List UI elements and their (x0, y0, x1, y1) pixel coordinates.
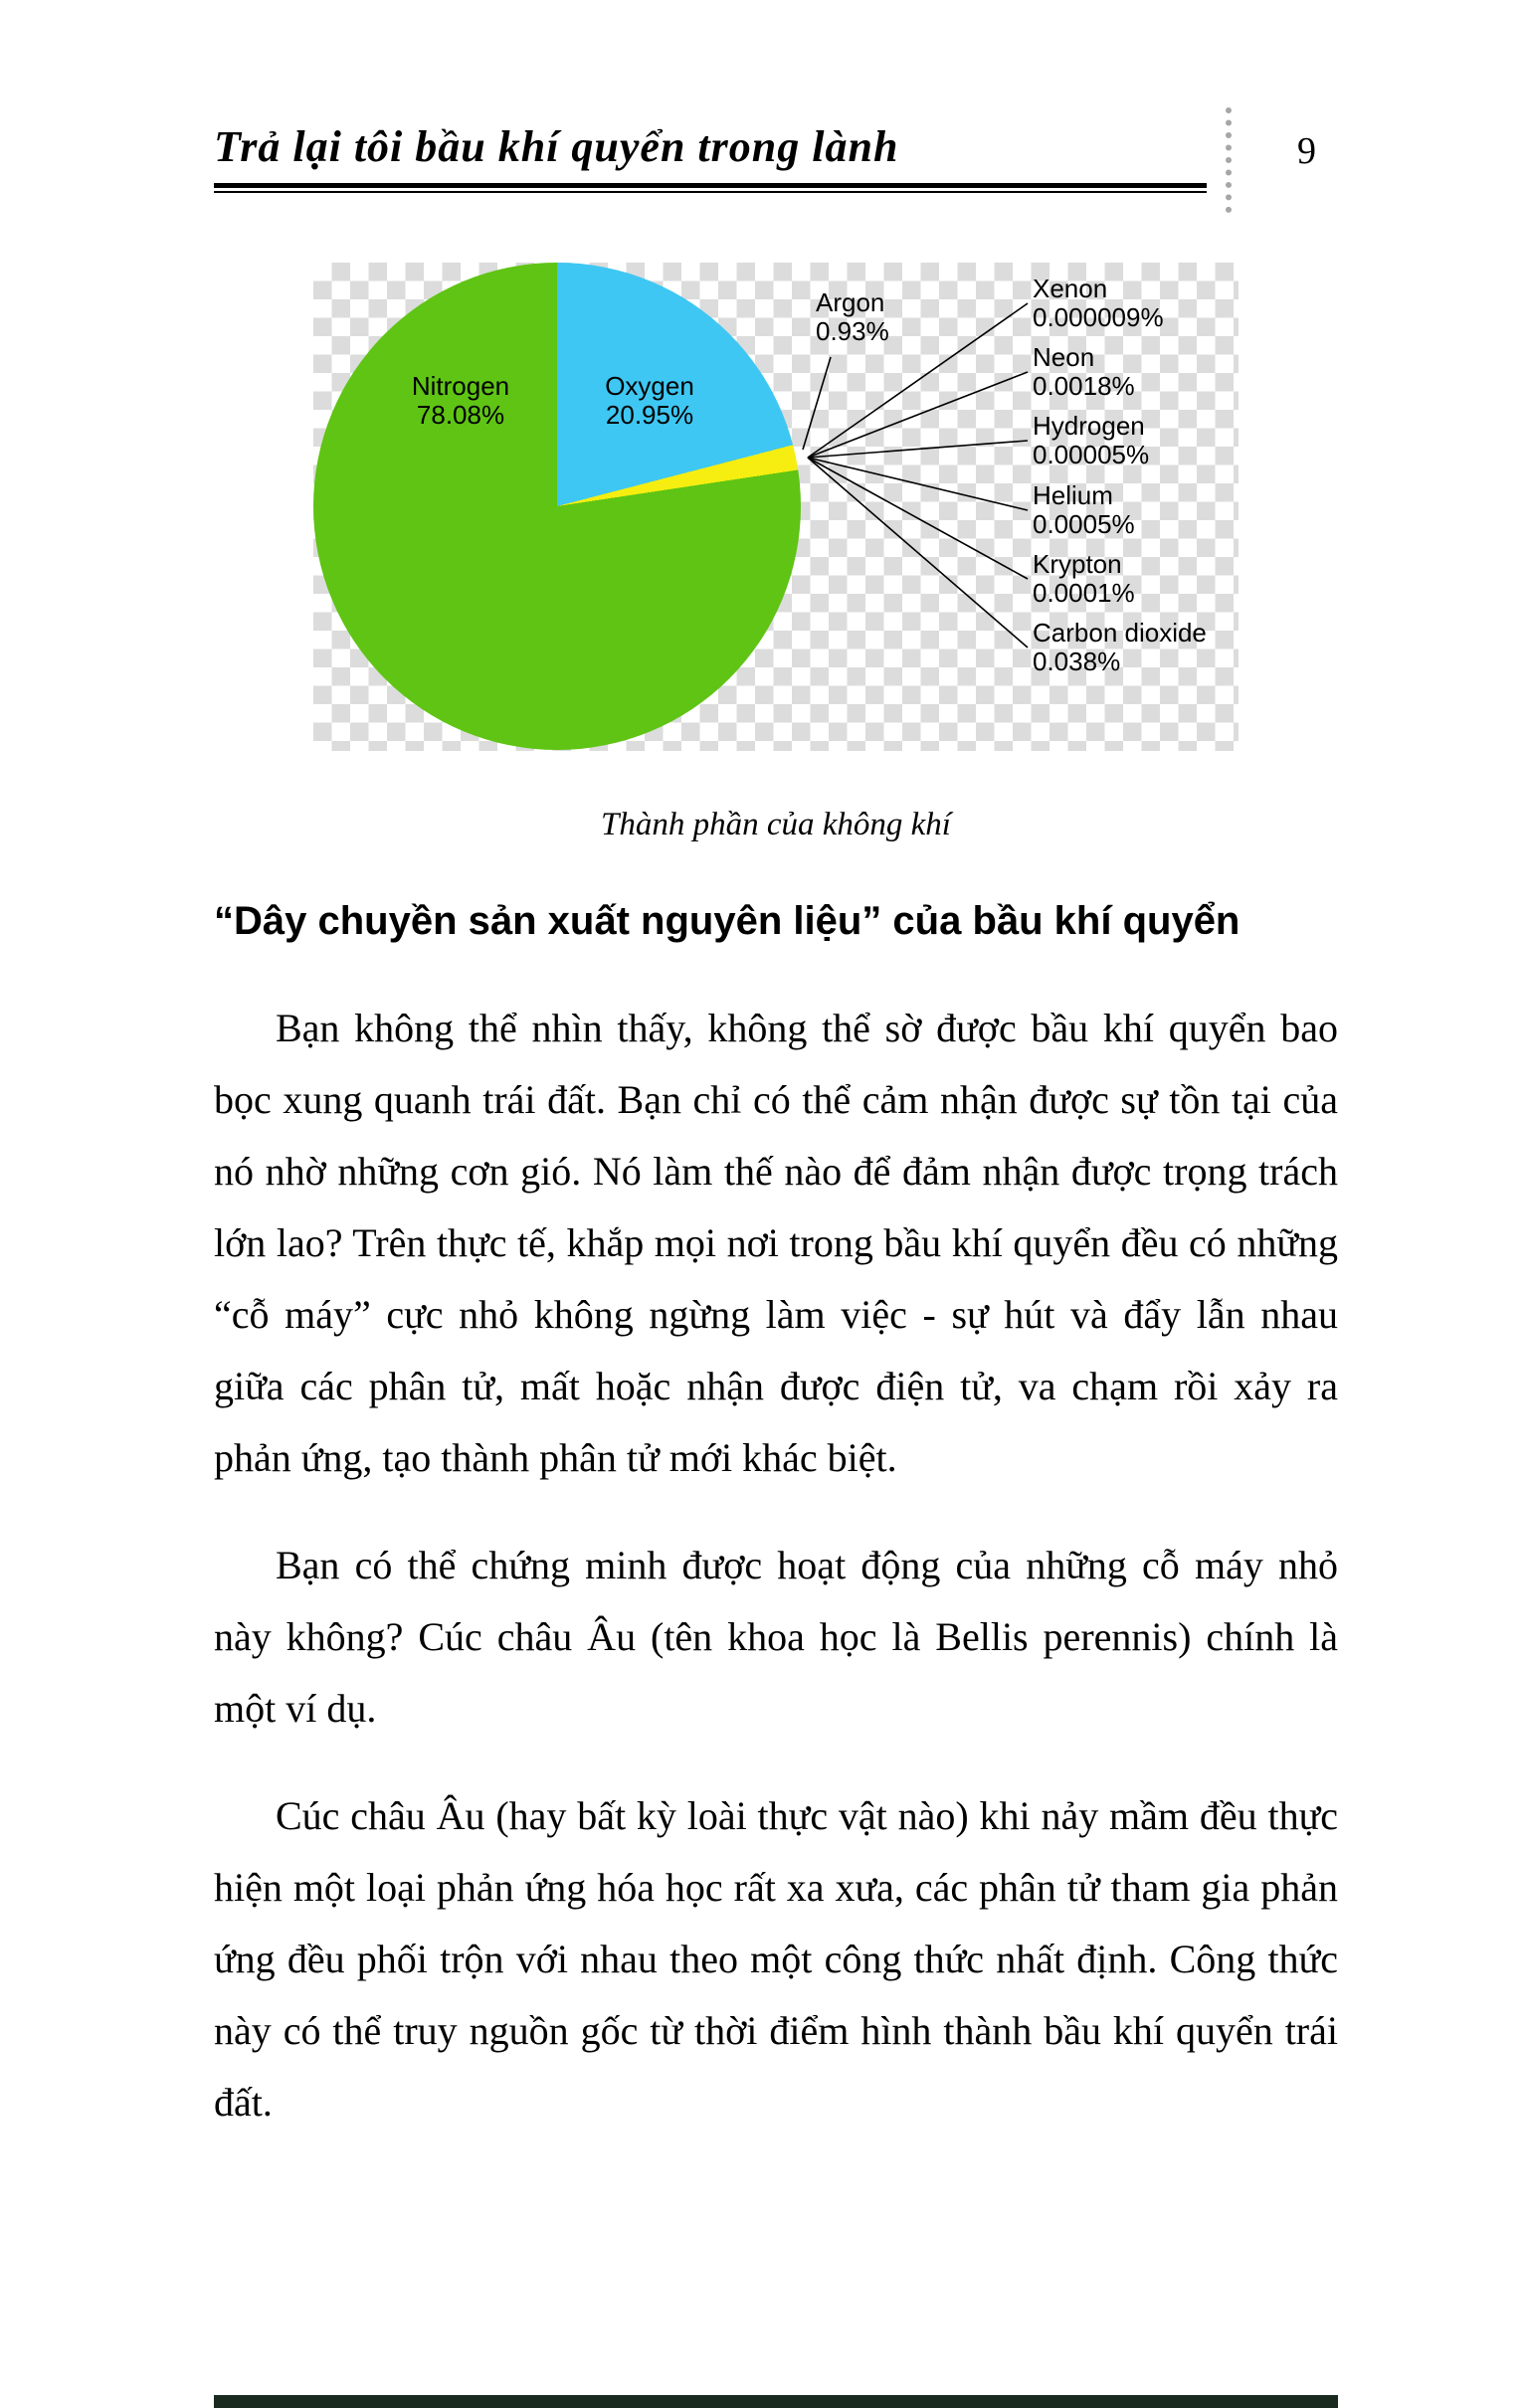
air-composition-figure (313, 263, 1239, 843)
slice-label-xenon (1033, 275, 1164, 332)
leader-line-hydrogen (808, 441, 1028, 458)
leader-line-krypton (808, 458, 1028, 579)
slice-name: Krypton (1033, 549, 1122, 579)
slice-name: Xenon (1033, 274, 1108, 303)
slice-value: 0.0018% (1033, 371, 1135, 401)
slice-name: Hydrogen (1033, 411, 1145, 441)
figure-caption: Thành phần của không khí (601, 807, 951, 842)
body-paragraph: Cúc châu Âu (hay bất kỳ loài thực vật nào) khi nảy mầm đều thực hiện một loại phản ứng hóa học rất xa xưa, các phân tử tham gia phản ứng đều phối trộn với nhau theo một công thức nhất định. Công thức này có thể truy nguồn gốc từ thời điểm hình thành bầu khí quyển trái đất. (214, 1793, 1338, 2125)
slice-label-argon (816, 288, 889, 346)
slice-label-carbon-dioxide (1033, 619, 1207, 676)
body-paragraph: Bạn không thể nhìn thấy, không thể sờ được bầu khí quyển bao bọc xung quanh trái đất. Bạn chỉ có thể cảm nhận được sự tồn tại của nó nhờ những cơn gió. Nó làm thế nào để đảm nhận được trọng trách lớn lao? Trên thực tế, khắp mọi nơi trong bầu khí quyển đều có những “cỗ máy” cực nhỏ không ngừng làm việc - sự hút và đẩy lẫn nhau giữa các phân tử, mất hoặc nhận được điện tử, va chạm rồi xảy ra phản ứng, tạo thành phân tử mới khác biệt. (214, 1006, 1338, 1480)
slice-name: Argon (816, 287, 885, 317)
slice-label-helium (1033, 481, 1135, 539)
slice-name: Neon (1033, 342, 1095, 372)
page-number: 9 (1297, 130, 1316, 172)
slice-name: Oxygen (605, 371, 694, 401)
slice-label-nitrogen (379, 372, 542, 430)
header-rule (214, 183, 1207, 193)
page-bottom-band (214, 2395, 1338, 2408)
page-body (214, 895, 1338, 2174)
slice-label-oxygen (568, 372, 731, 430)
slice-label-neon (1033, 343, 1135, 401)
header-rule-thick (214, 183, 1207, 188)
leader-line-carbon-dioxide (808, 458, 1028, 648)
section-heading: “Dây chuyền sản xuất nguyên liệu” của bầu khí quyển (214, 899, 1241, 943)
pie-chart (313, 263, 1239, 751)
dotted-divider (1226, 107, 1232, 213)
slice-value: 0.00005% (1033, 440, 1150, 469)
slice-value: 0.000009% (1033, 302, 1164, 332)
slice-value: 0.93% (816, 316, 889, 346)
slice-name: Carbon dioxide (1033, 618, 1207, 648)
leader-line-argon (803, 357, 831, 450)
header-title: Trả lại tôi bầu khí quyển trong lành (214, 122, 899, 171)
body-paragraph: Bạn có thể chứng minh được hoạt động của những cỗ máy nhỏ này không? Cúc châu Âu (tên khoa học là Bellis perennis) chính là một ví dụ. (214, 1543, 1338, 1731)
slice-name: Helium (1033, 480, 1113, 510)
leader-line-helium (808, 458, 1028, 510)
slice-label-hydrogen (1033, 412, 1149, 469)
leader-line-neon (808, 372, 1028, 458)
slice-label-krypton (1033, 550, 1135, 608)
header-rule-thin (214, 191, 1207, 193)
slice-value: 20.95% (605, 400, 694, 430)
slice-value: 0.0005% (1033, 509, 1135, 539)
slice-value: 78.08% (416, 400, 505, 430)
slice-value: 0.0001% (1033, 578, 1135, 608)
slice-name: Nitrogen (411, 371, 510, 401)
slice-value: 0.038% (1033, 647, 1121, 676)
